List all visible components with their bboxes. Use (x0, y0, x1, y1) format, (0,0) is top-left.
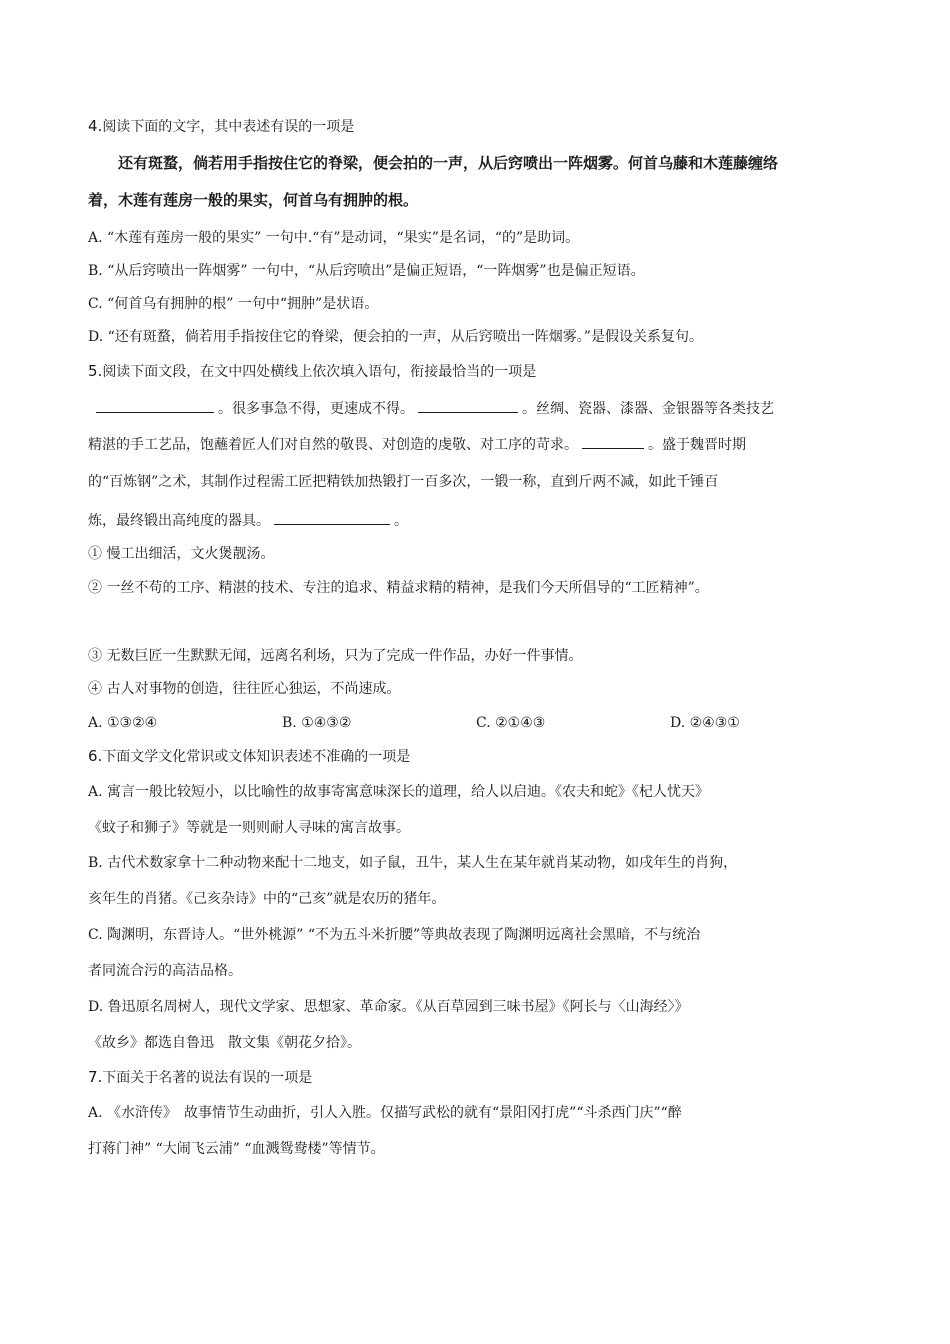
q5-l2b: 。盛于魏晋时期 (648, 437, 746, 453)
q6-option-d-line2: 《故乡》都选自鲁迅 散文集《朝花夕拾》。 (88, 1035, 361, 1051)
q7-stem-text: 下面关于名著的说法有误的一项是 (102, 1070, 313, 1086)
q5-number: 5. (88, 362, 103, 380)
q4-stem-text: 阅读下面的文字，其中表述有误的一项是 (102, 119, 355, 135)
q7-number: 7. (88, 1068, 103, 1086)
q5-passage-line2 (88, 434, 746, 455)
q5-l4b: 。 (394, 513, 408, 529)
q5-option-c: C. ②①④③ (476, 715, 546, 731)
q5-option-b: B. ①④③② (282, 715, 352, 731)
q4-passage-line2: 着，木莲有莲房一般的果实，何首乌有拥肿的根。 (88, 191, 419, 209)
q4-stem (88, 116, 354, 137)
q6-number: 6. (88, 747, 103, 765)
q5-sentence-3: ③ 无数巨匠一生默默无闻，远离名利场，只为了完成一件作品，办好一件事情。 (88, 648, 583, 664)
q5-sentence-1: ① 慢工出细活，文火煲靓汤。 (88, 546, 275, 562)
q5-l1b: 。丝绸、瓷器、漆器、金银器等各类技艺 (522, 401, 774, 417)
q6-stem (88, 746, 410, 767)
fill-blank-1 (96, 398, 214, 413)
q5-stem (88, 361, 536, 382)
fill-blank-3 (582, 434, 644, 449)
q6-option-c-line1: C. 陶渊明，东晋诗人。“世外桃源” “不为五斗米折腰”等典故表现了陶渊明远离社会黑暗，不与统治 (88, 927, 701, 943)
q5-stem-text: 阅读下面文段，在文中四处横线上依次填入语句，衔接最恰当的一项是 (102, 364, 537, 380)
q7-option-a-line1: A. 《水浒传》 故事情节生动曲折，引人入胜。仅描写武松的就有“景阳冈打虎”“斗杀西门庆”“醉 (88, 1105, 682, 1121)
q4-option-d: D. “还有斑蝥，倘若用手指按住它的脊梁，便会拍的一声，从后窍喷出一阵烟雾。”是假设关系复句。 (88, 329, 703, 345)
q5-passage-line1 (92, 398, 774, 419)
q5-l2a: 精湛的手工艺品，饱蘸着匠人们对自然的敬畏、对创造的虔敬、对工序的苛求。 (88, 437, 578, 453)
q5-passage-line3: 的“百炼钢”之术，其制作过程需工匠把精铁加热锻打一百多次，一锻一称，直到斤两不减，如此千锤百 (88, 474, 719, 490)
q6-option-b-line2: 亥年生的肖猪。《己亥杂诗》中的“己亥”就是农历的猪年。 (88, 891, 446, 907)
q6-option-d-line1: D. 鲁迅原名周树人，现代文学家、思想家、革命家。《从百草园到三味书屋》《阿长与〈山海经〉》 (88, 999, 689, 1015)
q7-stem (88, 1067, 312, 1088)
q5-option-d: D. ②④③① (670, 715, 740, 731)
q4-passage-line1: 还有斑蝥，倘若用手指按住它的脊梁，便会拍的一声，从后窍喷出一阵烟雾。何首乌藤和木莲藤缠络 (118, 154, 779, 172)
q4-option-b: B. “从后窍喷出一阵烟雾” 一句中，“从后窍喷出”是偏正短语，“一阵烟雾”也是偏正短语。 (88, 263, 645, 279)
q6-option-b-line1: B. 古代术数家拿十二种动物来配十二地支，如子鼠，丑牛，某人生在某年就肖某动物，如戌年生的肖狗， (88, 855, 738, 871)
q5-sentence-4: ④ 古人对事物的创造，往往匠心独运，不尚速成。 (88, 681, 401, 697)
q5-sentence-2: ② 一丝不苟的工序、精湛的技术、专注的追求、精益求精的精神，是我们今天所倡导的“工匠精神”。 (88, 580, 709, 596)
q6-option-c-line2: 者同流合污的高洁品格。 (88, 963, 242, 979)
q6-option-a-line2: 《蚊子和狮子》等就是一则则耐人寻味的寓言故事。 (88, 820, 410, 836)
fill-blank-4 (274, 510, 390, 525)
q6-option-a-line1: A. 寓言一般比较短小，以比喻性的故事寄寓意味深长的道理，给人以启迪。《农夫和蛇》《杞人忧天》 (88, 784, 710, 800)
q4-option-c: C. “何首乌有拥肿的根” 一句中“拥肿”是状语。 (88, 296, 379, 312)
q5-option-a: A. ①③②④ (88, 715, 158, 731)
q7-option-a-line2: 打蒋门神” “大闹飞云浦” “血溅鸳鸯楼”等情节。 (88, 1141, 385, 1157)
q5-passage-line4 (88, 510, 408, 531)
q6-stem-text: 下面文学文化常识或文体知识表述不准确的一项是 (102, 749, 411, 765)
q5-l4a: 炼，最终锻出高纯度的器具。 (88, 513, 270, 529)
q4-option-a: A. “木莲有莲房一般的果实” 一句中.“有”是动词，“果实”是名词，“的”是助词。 (88, 230, 580, 246)
q5-l1a: 。很多事急不得，更速成不得。 (218, 401, 414, 417)
q4-number: 4. (88, 117, 103, 135)
fill-blank-2 (418, 398, 518, 413)
